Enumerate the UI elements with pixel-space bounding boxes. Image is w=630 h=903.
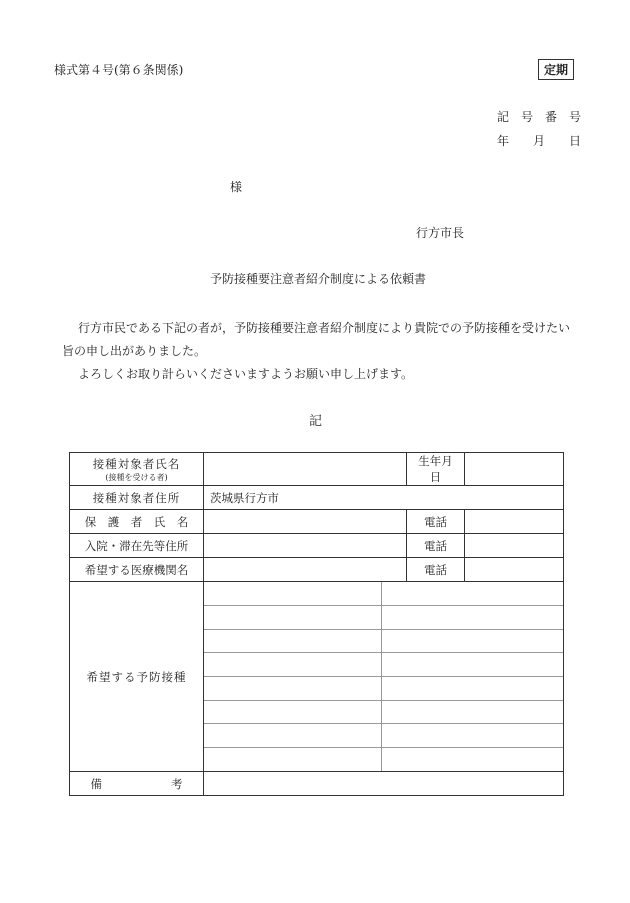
vaccine-grid [204, 582, 564, 772]
vaccine-cell[interactable] [204, 724, 381, 748]
guardian-phone-field[interactable] [465, 510, 564, 534]
birth-label: 生年月日 [407, 453, 465, 486]
remarks-field[interactable] [204, 772, 564, 796]
row-name [70, 453, 564, 486]
guardian-phone-label: 電話 [407, 510, 465, 534]
vaccine-cell[interactable] [381, 747, 563, 771]
vaccine-cell[interactable] [381, 677, 563, 701]
vaccine-cell[interactable] [204, 747, 381, 771]
document-title: 予防接種要注意者紹介制度による依頼書 [210, 272, 427, 286]
record-number: 記 号 番 号 [497, 110, 582, 124]
name-sublabel: (接種を受ける者) [105, 472, 168, 482]
vaccine-cell[interactable] [204, 582, 381, 606]
clinic-phone-field[interactable] [465, 558, 564, 582]
date-line: 年 月 日 [497, 134, 582, 148]
clinic-phone-label: 電話 [407, 558, 465, 582]
remarks-label: 備 考 [70, 772, 204, 796]
name-field[interactable] [204, 453, 407, 486]
vaccine-cell[interactable] [381, 606, 563, 630]
hospital-field[interactable] [204, 534, 407, 558]
clinic-field[interactable] [204, 558, 407, 582]
address-field[interactable]: 茨城県行方市 [204, 486, 564, 510]
row-remarks [70, 772, 564, 796]
guardian-field[interactable] [204, 510, 407, 534]
row-clinic [70, 558, 564, 582]
guardian-label: 保 護 者 氏 名 [70, 510, 204, 534]
vaccine-label: 希望する予防接種 [70, 582, 204, 772]
row-hospital [70, 534, 564, 558]
body-line-1: 行方市民である下記の者が，予防接種要注意者紹介制度により貴院での予防接種を受けたい [78, 321, 571, 335]
vaccine-cell[interactable] [204, 677, 381, 701]
vaccine-cell[interactable] [381, 653, 563, 677]
row-address [70, 486, 564, 510]
birth-field[interactable] [465, 453, 564, 486]
vaccine-cell[interactable] [381, 700, 563, 724]
request-form-table [69, 452, 564, 796]
name-label-cell [70, 453, 204, 486]
hospital-label: 入院・滞在先等住所 [70, 534, 204, 558]
address-label: 接種対象者住所 [70, 486, 204, 510]
vaccine-cell[interactable] [204, 653, 381, 677]
clinic-label: 希望する医療機関名 [70, 558, 204, 582]
hospital-phone-field[interactable] [465, 534, 564, 558]
vaccine-cell[interactable] [204, 629, 381, 653]
sender: 行方市長 [416, 226, 465, 240]
row-guardian [70, 510, 564, 534]
row-vaccine [70, 582, 564, 772]
vaccine-cell[interactable] [381, 582, 563, 606]
body-line-3: よろしくお取り計らいくださいますようお願い申し上げます。 [78, 367, 414, 381]
ki-heading: 記 [309, 414, 323, 429]
vaccine-cell[interactable] [381, 724, 563, 748]
form-number: 様式第４号(第６条関係) [54, 63, 184, 77]
name-label: 接種対象者氏名 [92, 456, 181, 471]
addressee-suffix: 様 [230, 180, 243, 194]
hospital-phone-label: 電話 [407, 534, 465, 558]
body-line-2: 旨の申し出がありました。 [62, 344, 207, 358]
vaccine-cell[interactable] [204, 606, 381, 630]
vaccine-cell[interactable] [204, 700, 381, 724]
vaccine-cell[interactable] [381, 629, 563, 653]
teiki-badge: 定期 [538, 59, 574, 80]
